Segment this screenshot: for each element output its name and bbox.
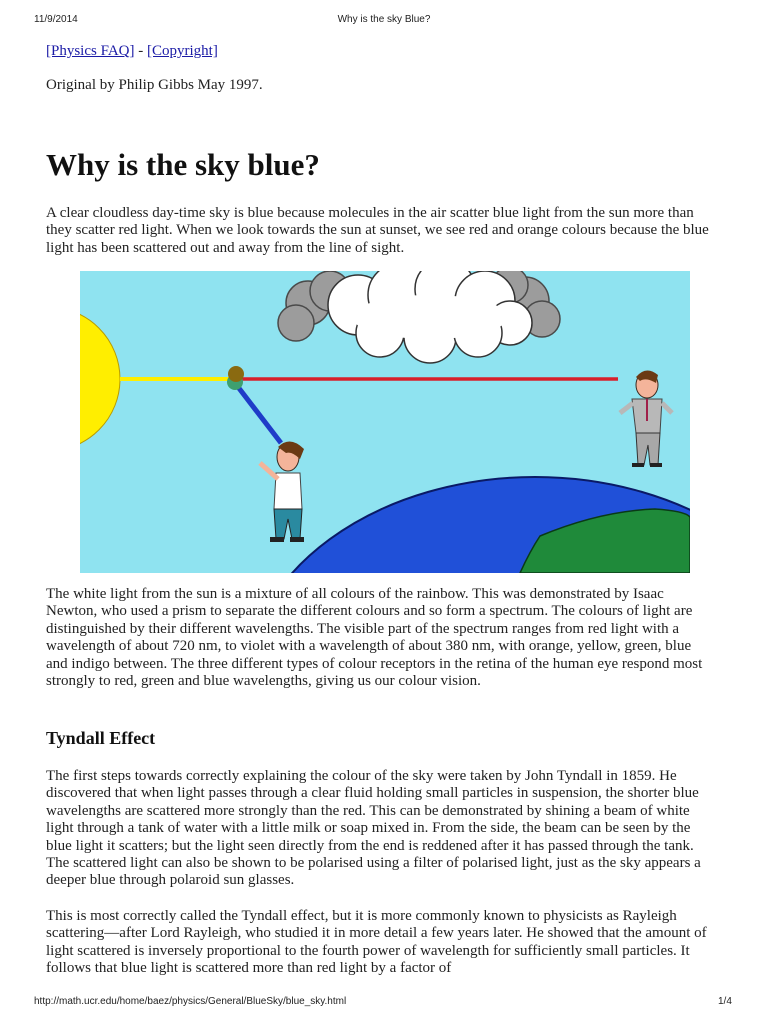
copyright-link[interactable]: [Copyright] bbox=[146, 43, 218, 59]
scattering-particle-brown bbox=[228, 366, 244, 382]
print-date: 11/9/2014 bbox=[34, 14, 78, 25]
nav-links bbox=[46, 43, 716, 60]
byline: Original by Philip Gibbs May 1997. bbox=[46, 77, 263, 93]
nav-separator: - bbox=[134, 43, 147, 59]
tyndall-heading: Tyndall Effect bbox=[46, 728, 156, 748]
spectrum-paragraph: The white light from the sun is a mixture of all colours of the rainbow. This was demonstrated by Isaac Newton, who used a prism to separate the different colours and so form a spectrum. The colours of light are distinguished by their different wavelengths. The visible part of the spectrum ranges from red light with a wavelength of about 720 nm, to violet with a wavelength of about 380 nm, with orange, yellow, green, blue and indigo between. The three different types of colour receptors in the retina of the human eye respond most strongly to red, green and blue wavelengths, giving us our colour vision. bbox=[46, 586, 703, 690]
tyndall-paragraph: The first steps towards correctly explaining the colour of the sky were taken by John Tyndall in 1859. He discovered that when light passes through a clear fluid holding small particles in suspension, the shorter blue wavelengths are scattered more strongly than the red. This can be demonstrated by shining a beam of white light through a tank of water with a little milk or soap mixed in. From the side, the beam can be seen by the blue light it scatters; but the light seen directly from the end is reddened after it has passed through the tank. The scattered light can also be shown to be polarised using a filter of polarised light, just as the sky appears a deeper blue through polaroid sun glasses. bbox=[46, 768, 701, 889]
print-url: http://math.ucr.edu/home/baez/physics/General/BlueSky/blue_sky.html bbox=[34, 996, 347, 1007]
print-page-number: 1/4 bbox=[718, 996, 732, 1007]
page-title: Why is the sky blue? bbox=[46, 147, 320, 182]
print-title: Why is the sky Blue? bbox=[337, 14, 431, 25]
rayleigh-paragraph: This is most correctly called the Tyndall effect, but it is more commonly known to physicists as Rayleigh scattering—after Lord Rayleigh, who studied it in more detail a few years later. He showed that the amount of light scattered is inversely proportional to the fourth power of wavelength for sufficiently small particles. It follows that blue light is scattered more than red light by a factor of bbox=[46, 908, 707, 977]
intro-paragraph: A clear cloudless day-time sky is blue because molecules in the air scatter blue light from the sun more than they scatter red light. When we look towards the sun at sunset, we see red and orange colours because the blue light has been scattered out and away from the line of sight. bbox=[46, 205, 709, 256]
sky-scattering-illustration bbox=[80, 271, 690, 573]
physics-faq-link[interactable]: [Physics FAQ] bbox=[46, 43, 135, 59]
